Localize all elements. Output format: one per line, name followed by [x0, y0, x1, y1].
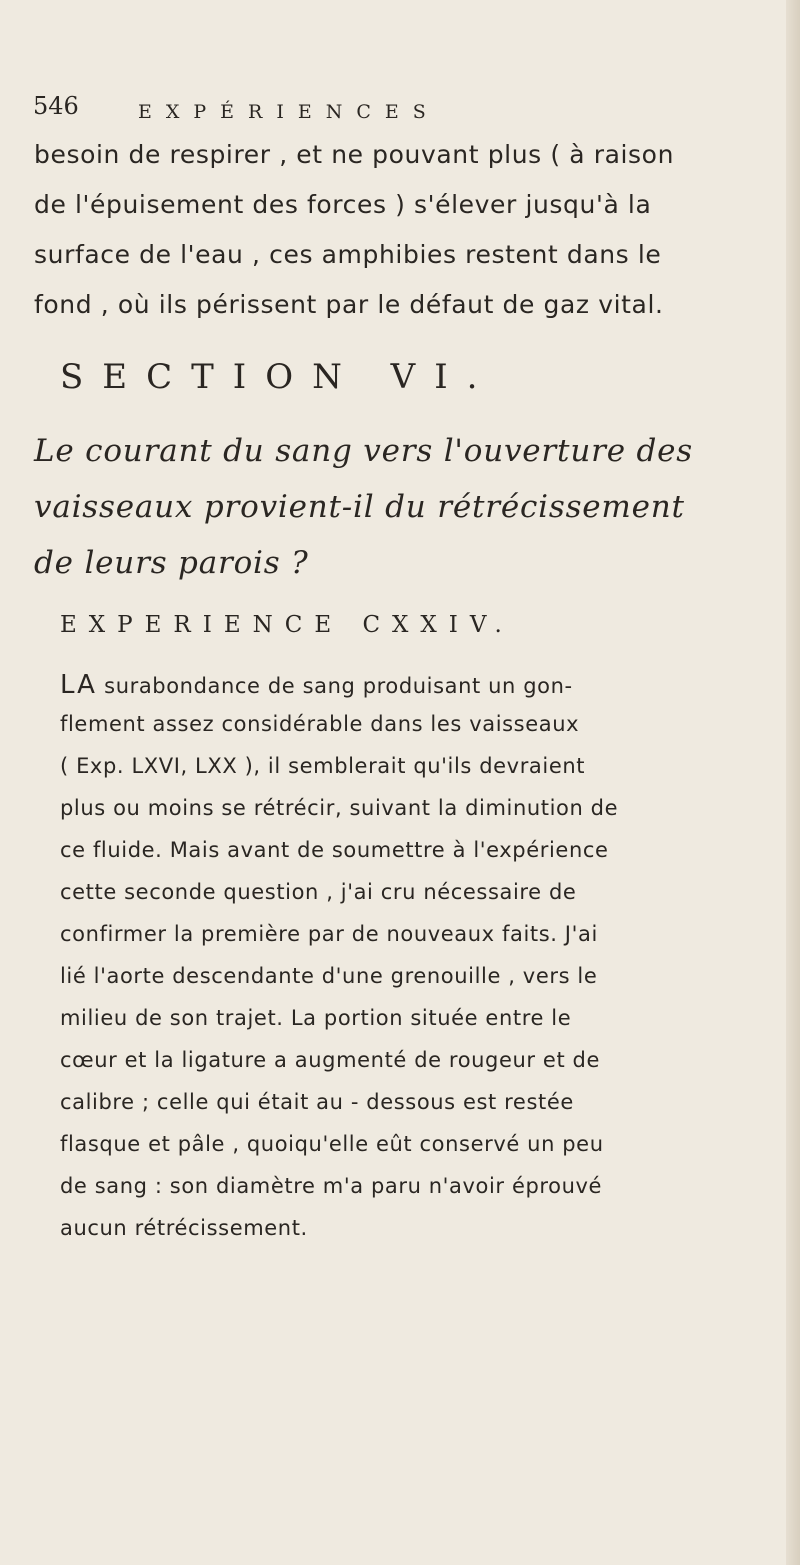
experience-line: ce fluide. Mais avant de soumettre à l'expérience [60, 838, 609, 862]
experience-line: ( Exp. LXVI, LXX ), il semblerait qu'ils devraient [60, 754, 586, 778]
experience-line: lié l'aorte descendante d'une grenouille , vers le [60, 964, 598, 988]
page-edge [786, 0, 800, 1565]
section-subtitle-line: vaisseaux provient-il du rétrécissement [34, 489, 685, 525]
intro-line: de l'épuisement des forces ) s'élever jusqu'à la [34, 190, 652, 219]
experience-title: EXPERIENCE CXXIV. [60, 612, 514, 638]
experience-line: cœur et la ligature a augmenté de rougeur et de [60, 1048, 601, 1072]
page-number: 546 [33, 92, 79, 120]
experience-line: de sang : son diamètre m'a paru n'avoir éprouvé [60, 1174, 603, 1198]
intro-line: fond , où ils périssent par le défaut de gaz vital. [34, 290, 664, 319]
section-subtitle-line: Le courant du sang vers l'ouverture des [34, 433, 693, 469]
section-subtitle-line: de leurs parois ? [34, 545, 309, 581]
section-title: SECTION VI. [60, 357, 497, 397]
drop-cap: LA [60, 670, 97, 700]
running-head: EXPÉRIENCES [138, 101, 440, 123]
intro-line: besoin de respirer , et ne pouvant plus ( à raison [34, 140, 675, 169]
experience-line: flasque et pâle , quoiqu'elle eût conservé un peu [60, 1132, 604, 1156]
experience-line: milieu de son trajet. La portion située entre le [60, 1006, 572, 1030]
experience-line: surabondance de sang produisant un gon- [104, 674, 573, 698]
experience-line: cette seconde question , j'ai cru nécessaire de [60, 880, 577, 904]
experience-line: aucun rétrécissement. [60, 1216, 308, 1240]
experience-line: calibre ; celle qui était au - dessous est restée [60, 1090, 574, 1114]
experience-line: confirmer la première par de nouveaux faits. J'ai [60, 922, 598, 946]
experience-line: flement assez considérable dans les vaisseaux [60, 712, 580, 736]
experience-first-line [60, 670, 573, 700]
intro-line: surface de l'eau , ces amphibies restent dans le [34, 240, 662, 269]
experience-line: plus ou moins se rétrécir, suivant la diminution de [60, 796, 619, 820]
